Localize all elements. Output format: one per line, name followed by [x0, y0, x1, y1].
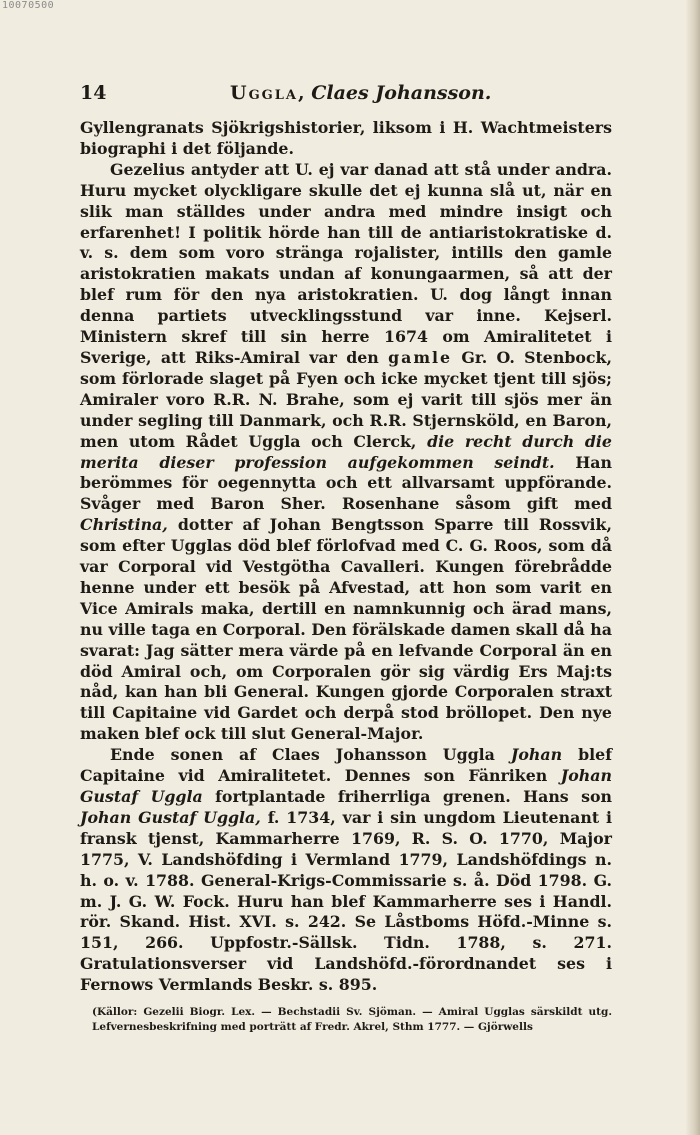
p3-part-g: f. 1734, var i sin ungdom Lieutenant i fransk tjenst, Kammarherre 1769, R. S. O. 1770, Major 1775, V. Landshöfding i Vermland 1779, Landshöfdings n. h. o. v. 1788. General-Krigs-Commissarie s. å. Död 1798. G. m. J. G. W. Fock. Huru han blef Kammarherre ses i Handl. rör. Skand. Hist. XVI. s. 242. Se Låstboms Höfd.-Minne s. 151, 266. Uppfostr.-Sällsk. Tidn. 1788, s. 271. Gratulationsverser vid Landshöfd.-förordnandet ses i Fernows Vermlands Beskr. s. 895.	[80, 807, 612, 995]
p3-name-johan-gustaf-2: Johan Gustaf Uggla,	[80, 807, 261, 827]
p2-part-g: dotter af Johan Bengtsson Sparre till Rossvik, som efter Ugglas död blef förlofvad med C. G. Roos, som då var Corporal vid Vestgötha Cavalleri. Kungen förebrådde henne under ett besök på Afvestad, att hon som varit en Vice Amirals maka, dertill en namnkunnig och ärad mans, nu ville taga en Corporal. Den förälskade damen skall då ha svarat: Jag sätter mera värde på en lefvande Corporal än en död Amiral och, om Corporalen gör sig värdig Ers Maj:ts nåd, kan han bli General. Kungen gjorde Corporalen straxt till Capitaine vid Gardet och derpå stod bröllopet. Den nye maken blef ock till slut General-Major.	[80, 515, 613, 744]
p3-part-a: Ende sonen af Claes Johansson Uggla	[110, 745, 495, 765]
paragraph-2	[80, 160, 612, 745]
p2-part-c: Gr. O. Stenbock, som förlorade slaget på Fyen och icke mycket tjent till sjös; Amiraler voro R.R. N. Brahe, som ej varit till sjös mer än under segling till Danmark, och R.R. Stjernsköld, en Baron, men utom Rådet Uggla och Clerck,	[80, 347, 612, 451]
scan-stamp: 10070500	[2, 0, 55, 11]
running-header	[80, 82, 620, 110]
sources-footnote	[92, 1005, 612, 1035]
sources-text: (Källor: Gezelii Biogr. Lex. — Bechstadii Sv. Sjöman. — Amiral Ugglas särskildt utg. Lefvernesbeskrifning med porträtt af Fredr. Akrel, Sthm 1777. — Gjörwells	[92, 1006, 612, 1033]
running-title: Uggla, Claes Johansson.	[230, 82, 492, 104]
p3-name-johan-gustaf: Johan Gustaf Uggla	[80, 766, 612, 806]
running-surname: Uggla	[230, 82, 299, 104]
paragraph-1: Gyllengranats Sjökrigshistorier, liksom i H. Wachtmeisters biographi i det följande.	[80, 118, 612, 158]
p3-part-c: blef Capitaine vid Amiralitetet. Dennes son Fänriken	[80, 745, 612, 786]
page-number: 14	[80, 82, 107, 104]
p2-part-a: Gezelius antyder att U. ej var danad att stå under andra. Huru mycket olyckligare skulle det ej kunna slå ut, när en slik man ställdes under andra med mindre insigt och erfarenhet! I politik hörde han till de antiaristokratiske d. v. s. dem som voro stränga rojalister, intills den gamle aristokratien makats undan af konungaarmen, så att der blef rum för den nya aristokratien. U. dog långt innan denna partiets utvecklingsstund var inne. Kejserl. Ministern skref till sin herre 1674 om Amiralitetet i Sverige, att Riks-Amiral var den	[80, 159, 612, 367]
body-text	[80, 118, 612, 996]
running-name: Claes Johansson.	[311, 82, 492, 104]
p2-german-quote: die recht durch die merita dieser profession aufgekommen seindt.	[80, 431, 612, 472]
p3-name-johan: Johan	[510, 745, 563, 765]
p2-name-christina: Christina,	[80, 515, 168, 535]
p2-part-e: Han berömmes för oegennytta och ett allvarsamt uppförande. Svåger med Baron Sher. Rosenhane såsom gift med	[80, 452, 613, 514]
p3-part-e: fortplantade friherrliga grenen. Hans son	[215, 787, 613, 806]
p2-spaced-word: gamle	[388, 347, 453, 367]
page-edge	[686, 0, 700, 1135]
paragraph-3	[80, 745, 612, 996]
